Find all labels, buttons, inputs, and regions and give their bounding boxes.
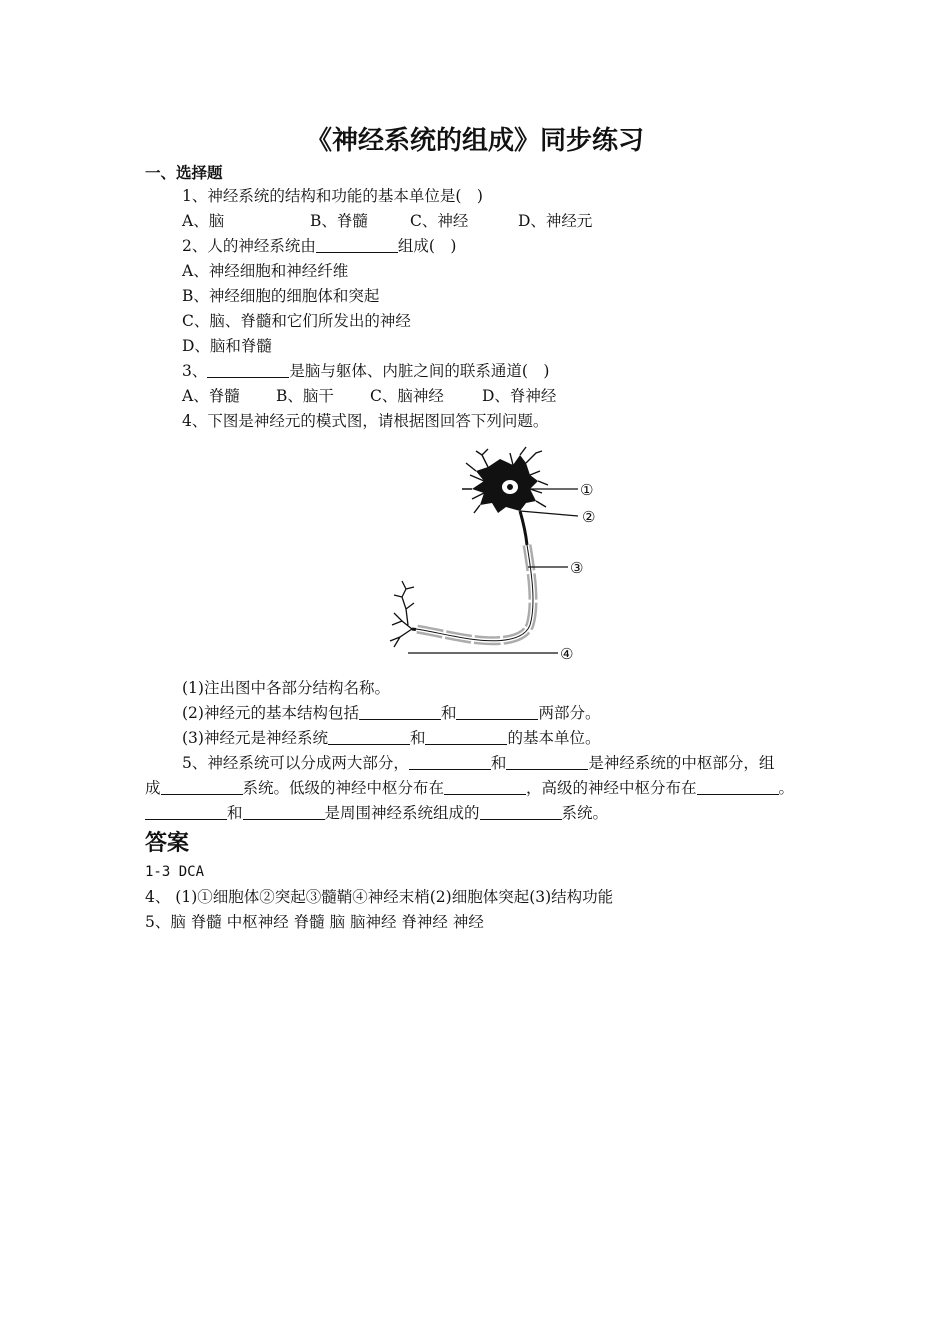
q4-stem: 4、下图是神经元的模式图，请根据图回答下列问题。 (182, 412, 549, 430)
blank (409, 755, 491, 770)
label-3: ③ (570, 559, 584, 577)
q3-option-b: B、脑干 (276, 387, 334, 405)
q4-sub2-c: 两部分。 (538, 704, 601, 722)
q1-option-c: C、神经 (410, 212, 469, 230)
label-1: ① (580, 481, 594, 499)
q4-sub3-c: 的基本单位。 (507, 729, 601, 747)
q4-sub3-b: 和 (409, 729, 426, 747)
q5-line2 (145, 778, 794, 798)
blank (316, 238, 398, 253)
q2-stem (182, 236, 456, 256)
q3-option-a: A、脊髓 (182, 387, 240, 405)
q1-stem: 1、神经系统的结构和功能的基本单位是( ) (182, 187, 483, 205)
q3-options (182, 386, 556, 406)
q5-l1-c: 是神经系统的中枢部分，组 (588, 754, 775, 772)
q4-sub3 (182, 728, 601, 748)
q2-stem-a: 2、人的神经系统由 (182, 237, 316, 255)
q5-line3 (145, 803, 608, 823)
q3-stem-b: 是脑与躯体、内脏之间的联系通道( ) (289, 362, 550, 380)
answer-4: 4、 (1)①细胞体②突起③髓鞘④神经末梢(2)细胞体突起(3)结构功能 (145, 888, 614, 906)
q5-l1-a: 5、神经系统可以分成两大部分， (182, 754, 409, 772)
q1-option-d: D、神经元 (518, 212, 593, 230)
blank (243, 805, 325, 820)
blank (207, 363, 289, 378)
blank (506, 755, 588, 770)
label-4: ④ (560, 645, 574, 663)
q2-option-c: C、脑、脊髓和它们所发出的神经 (182, 312, 411, 330)
q3-option-d: D、脊神经 (482, 387, 557, 405)
nerve-endings (390, 581, 414, 647)
q5-line1 (182, 753, 774, 773)
q3-option-c: C、脑神经 (370, 387, 444, 405)
q2-stem-b: 组成( ) (397, 237, 457, 255)
myelin-sheath (416, 545, 533, 641)
q4-sub1: (1)注出图中各部分结构名称。 (182, 679, 390, 697)
q2-option-b: B、神经细胞的细胞体和突起 (182, 287, 380, 305)
blank (480, 805, 562, 820)
axon (412, 511, 533, 641)
page-title: 《神经系统的组成》同步练习 (305, 126, 644, 156)
q4-sub3-a: (3)神经元是神经系统 (182, 729, 328, 747)
q2-option-d: D、脑和脊髓 (182, 337, 272, 355)
q5-l1-b: 和 (490, 754, 507, 772)
blank (359, 705, 441, 720)
q5-l3-c: 系统。 (561, 804, 609, 822)
blank (444, 780, 526, 795)
q5-l2-c: ，高级的神经中枢分布在 (526, 779, 697, 797)
blank (328, 730, 410, 745)
neuron-diagram (380, 445, 600, 670)
answer-5: 5、脑 脊髓 中枢神经 脊髓 脑 脑神经 脊神经 神经 (145, 913, 484, 931)
q5-l2-b: 系统。低级的神经中枢分布在 (242, 779, 445, 797)
cell-body (472, 455, 538, 513)
blank (697, 780, 779, 795)
blank (145, 805, 227, 820)
q5-l3-b: 是周围神经系统组成的 (324, 804, 480, 822)
blank (161, 780, 243, 795)
q4-sub2-b: 和 (440, 704, 457, 722)
q1-option-a: A、脑 (182, 212, 225, 230)
section-heading: 一、选择题 (145, 164, 223, 182)
q3-stem (182, 361, 549, 381)
q1-options (182, 211, 592, 231)
q5-l3-a: 和 (227, 804, 243, 822)
label-2: ② (582, 508, 596, 526)
q3-stem-a: 3、 (182, 362, 208, 380)
blank (425, 730, 507, 745)
answers-heading: 答案 (145, 831, 190, 856)
q5-l2-d: 。 (778, 779, 795, 797)
q1-option-b: B、脊髓 (310, 212, 368, 230)
answer-1-3: 1-3 DCA (145, 864, 205, 880)
q5-l2-a: 成 (145, 779, 161, 797)
q4-sub2-a: (2)神经元的基本结构包括 (182, 704, 359, 722)
q4-sub2 (182, 703, 601, 723)
blank (456, 705, 538, 720)
q2-option-a: A、神经细胞和神经纤维 (182, 262, 349, 280)
